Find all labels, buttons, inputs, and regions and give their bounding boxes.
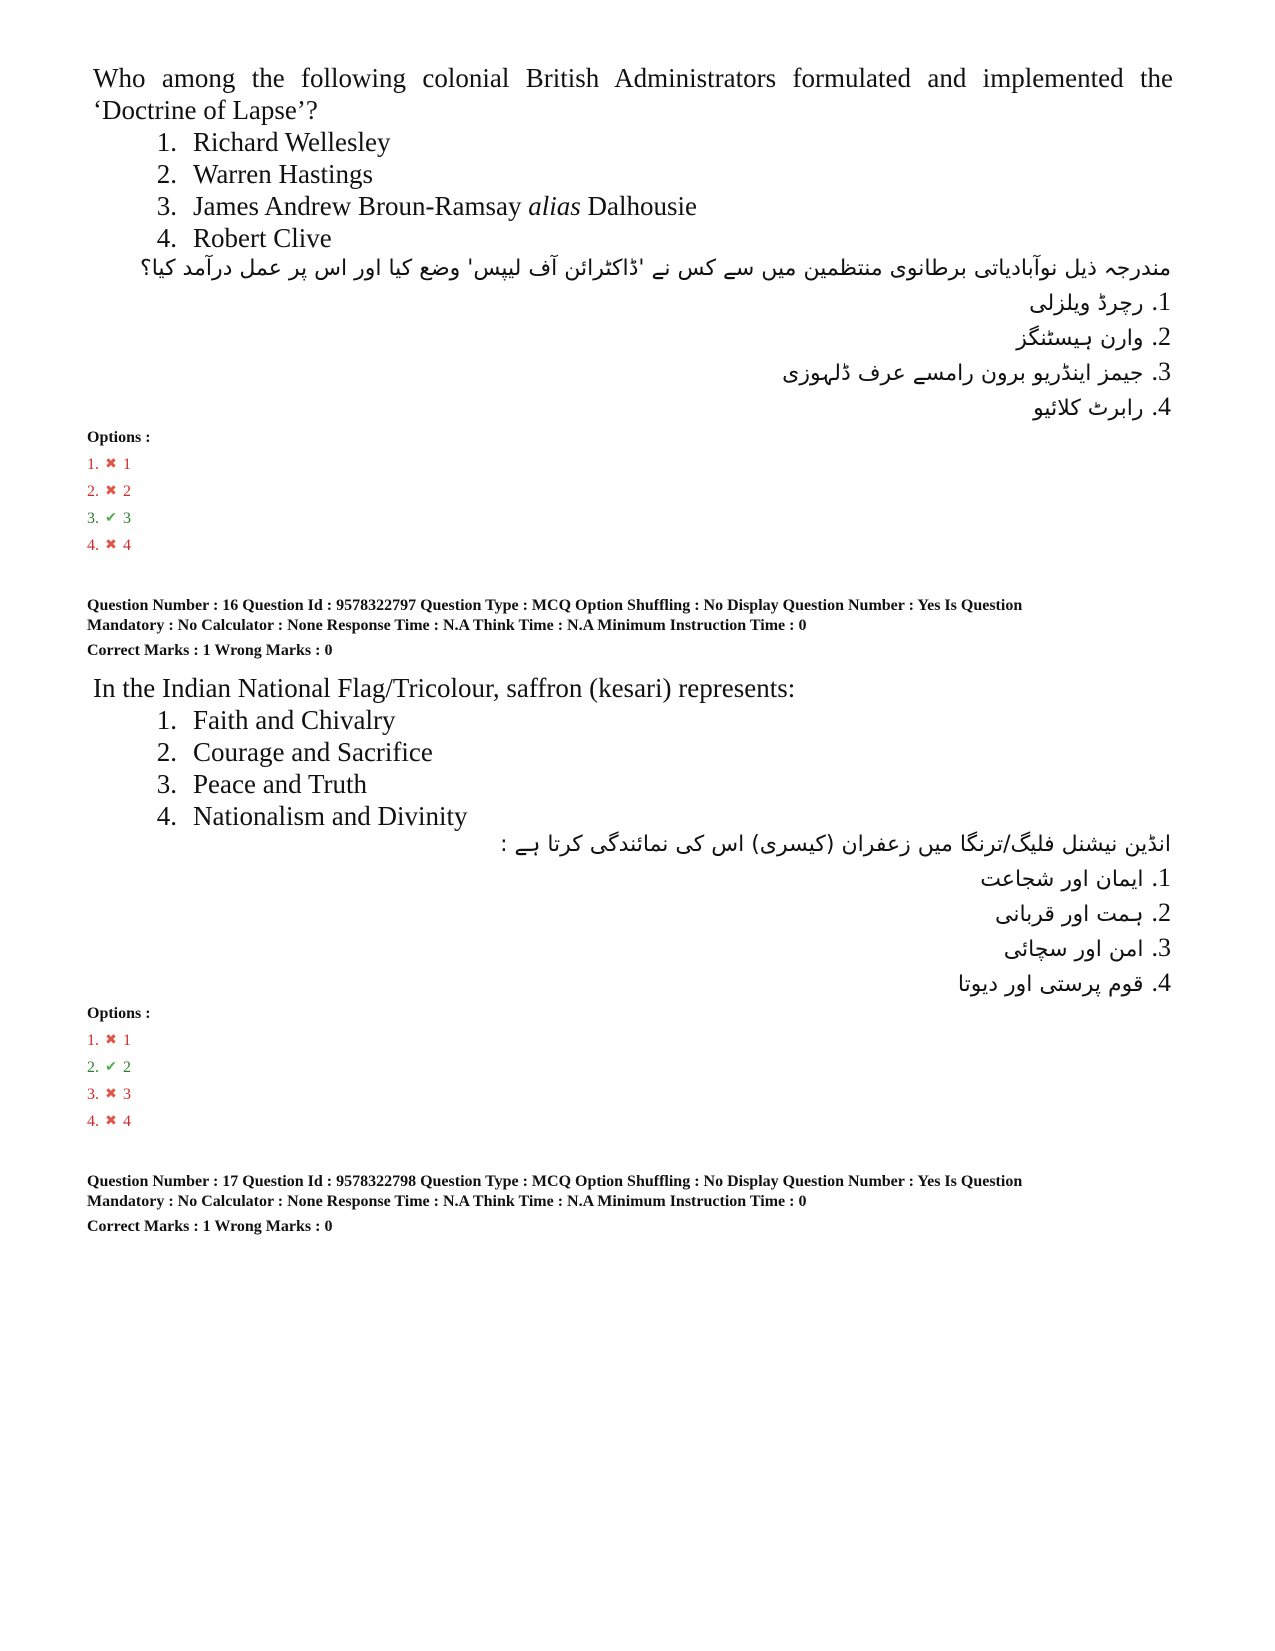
choice-text: Peace and Truth <box>193 769 367 799</box>
choice-number: 2. <box>1151 322 1171 351</box>
option-item <box>87 1054 151 1081</box>
cross-icon: ✖ <box>105 1033 117 1048</box>
choice-number: 1. <box>156 705 177 735</box>
option-index: 4. <box>87 1113 99 1130</box>
question-16-urdu <box>111 828 1171 1001</box>
choice-item <box>111 320 1171 355</box>
question-16-english <box>93 672 1173 832</box>
choice-item <box>111 355 1171 390</box>
options-heading: Options : <box>87 429 151 446</box>
options-block-q15 <box>87 424 151 559</box>
question-15-urdu <box>111 252 1171 425</box>
cross-icon: ✖ <box>105 1114 117 1129</box>
question-stem-urdu: انڈین نیشنل فلیگ/ترنگا میں زعفران (کیسری) اس کی نمائندگی کرتا ہے : <box>500 832 1171 857</box>
choice-text: قوم پرستی اور دیوتا <box>957 972 1144 997</box>
choice-text-italic: alias <box>528 191 581 221</box>
choice-number: 3. <box>156 769 177 799</box>
choice-text-part: James Andrew Broun-Ramsay <box>193 191 529 221</box>
question-16-metadata <box>87 596 1187 661</box>
choice-number: 4. <box>1151 968 1171 997</box>
option-item <box>87 505 151 532</box>
choice-number: 2. <box>156 159 177 189</box>
choice-number: 3. <box>1151 933 1171 962</box>
option-index: 3. <box>87 510 99 527</box>
option-index: 4. <box>87 537 99 554</box>
choice-text-part: Dalhousie <box>580 191 697 221</box>
option-value: 3 <box>123 510 131 527</box>
choice-text: Nationalism and Divinity <box>193 801 468 831</box>
option-value: 1 <box>123 456 131 473</box>
choice-text: ایمان اور شجاعت <box>980 867 1144 892</box>
choice-number: 1. <box>1151 863 1171 892</box>
metadata-line: Mandatory : No Calculator : None Response Time : N.A Think Time : N.A Minimum Instruction Time : 0 <box>87 617 807 634</box>
question-15-english <box>93 62 1173 254</box>
choice-text <box>183 190 697 222</box>
metadata-line: Question Number : 16 Question Id : 9578322797 Question Type : MCQ Option Shuffling : No Display Question Number : Yes Is Question <box>87 597 1023 614</box>
metadata-line: Mandatory : No Calculator : None Response Time : N.A Think Time : N.A Minimum Instruction Time : 0 <box>87 1193 807 1210</box>
option-item <box>87 1081 151 1108</box>
choice-text: وارن ہیسٹنگز <box>1016 326 1144 351</box>
choice-text: Robert Clive <box>193 223 332 253</box>
cross-icon: ✖ <box>105 484 117 499</box>
choice-list <box>93 704 1173 832</box>
marks-line: Correct Marks : 1 Wrong Marks : 0 <box>87 1218 333 1235</box>
choice-list-urdu <box>111 285 1171 425</box>
option-index: 3. <box>87 1086 99 1103</box>
choice-number: 4. <box>156 223 177 253</box>
option-value: 2 <box>123 1059 131 1076</box>
choice-text: Warren Hastings <box>193 159 374 189</box>
marks-line: Correct Marks : 1 Wrong Marks : 0 <box>87 642 333 659</box>
metadata-line: Question Number : 17 Question Id : 9578322798 Question Type : MCQ Option Shuffling : No Display Question Number : Yes Is Question <box>87 1173 1023 1190</box>
choice-text: Richard Wellesley <box>193 127 391 157</box>
option-value: 3 <box>123 1086 131 1103</box>
question-17-metadata <box>87 1172 1187 1237</box>
cross-icon: ✖ <box>105 538 117 553</box>
option-value: 4 <box>123 1113 131 1130</box>
check-icon: ✔ <box>105 511 117 526</box>
choice-list-urdu <box>111 861 1171 1001</box>
option-item <box>87 532 151 559</box>
choice-item <box>135 190 1173 222</box>
choice-item <box>135 704 1173 736</box>
choice-item <box>135 158 1173 190</box>
option-index: 2. <box>87 1059 99 1076</box>
choice-text: Courage and Sacrifice <box>193 737 433 767</box>
question-stem-urdu: مندرجہ ذیل نوآبادیاتی برطانوی منتظمین میں سے کس نے 'ڈاکٹرائن آف لیپس' وضع کیا اور اس پر عمل درآمد کیا؟ <box>140 256 1171 281</box>
choice-number: 1. <box>156 127 177 157</box>
options-heading: Options : <box>87 1005 151 1022</box>
choice-number: 2. <box>1151 898 1171 927</box>
check-icon: ✔ <box>105 1060 117 1075</box>
option-index: 1. <box>87 1032 99 1049</box>
choice-item <box>111 390 1171 425</box>
choice-number: 1. <box>1151 287 1171 316</box>
option-item <box>87 451 151 478</box>
question-stem: Who among the following colonial British Administrators formulated and implemented the ‘Doctrine of Lapse’? <box>93 63 1173 125</box>
option-value: 2 <box>123 483 131 500</box>
option-index: 1. <box>87 456 99 473</box>
choice-number: 4. <box>156 801 177 831</box>
choice-text: ہمت اور قربانی <box>995 902 1144 927</box>
choice-number: 3. <box>1151 357 1171 386</box>
choice-item <box>135 768 1173 800</box>
option-item <box>87 1027 151 1054</box>
choice-item <box>111 966 1171 1001</box>
choice-number: 3. <box>156 191 177 221</box>
choice-text: جیمز اینڈریو برون رامسے عرف ڈلہوزی <box>782 361 1144 386</box>
cross-icon: ✖ <box>105 1087 117 1102</box>
choice-item <box>135 222 1173 254</box>
choice-text: امن اور سچائی <box>1003 937 1144 962</box>
choice-item <box>111 931 1171 966</box>
choice-item <box>111 285 1171 320</box>
choice-text: Faith and Chivalry <box>193 705 396 735</box>
choice-text: رچرڈ ویلزلی <box>1029 291 1144 316</box>
option-item <box>87 478 151 505</box>
choice-number: 2. <box>156 737 177 767</box>
option-value: 4 <box>123 537 131 554</box>
cross-icon: ✖ <box>105 457 117 472</box>
choice-number: 4. <box>1151 392 1171 421</box>
choice-text: رابرٹ کلائیو <box>1033 396 1144 421</box>
choice-list <box>93 126 1173 254</box>
option-item <box>87 1108 151 1135</box>
option-value: 1 <box>123 1032 131 1049</box>
question-stem: In the Indian National Flag/Tricolour, saffron (kesari) represents: <box>93 673 796 703</box>
choice-item <box>111 861 1171 896</box>
options-block-q16 <box>87 1000 151 1135</box>
choice-item <box>111 896 1171 931</box>
choice-item <box>135 736 1173 768</box>
choice-item <box>135 126 1173 158</box>
option-index: 2. <box>87 483 99 500</box>
